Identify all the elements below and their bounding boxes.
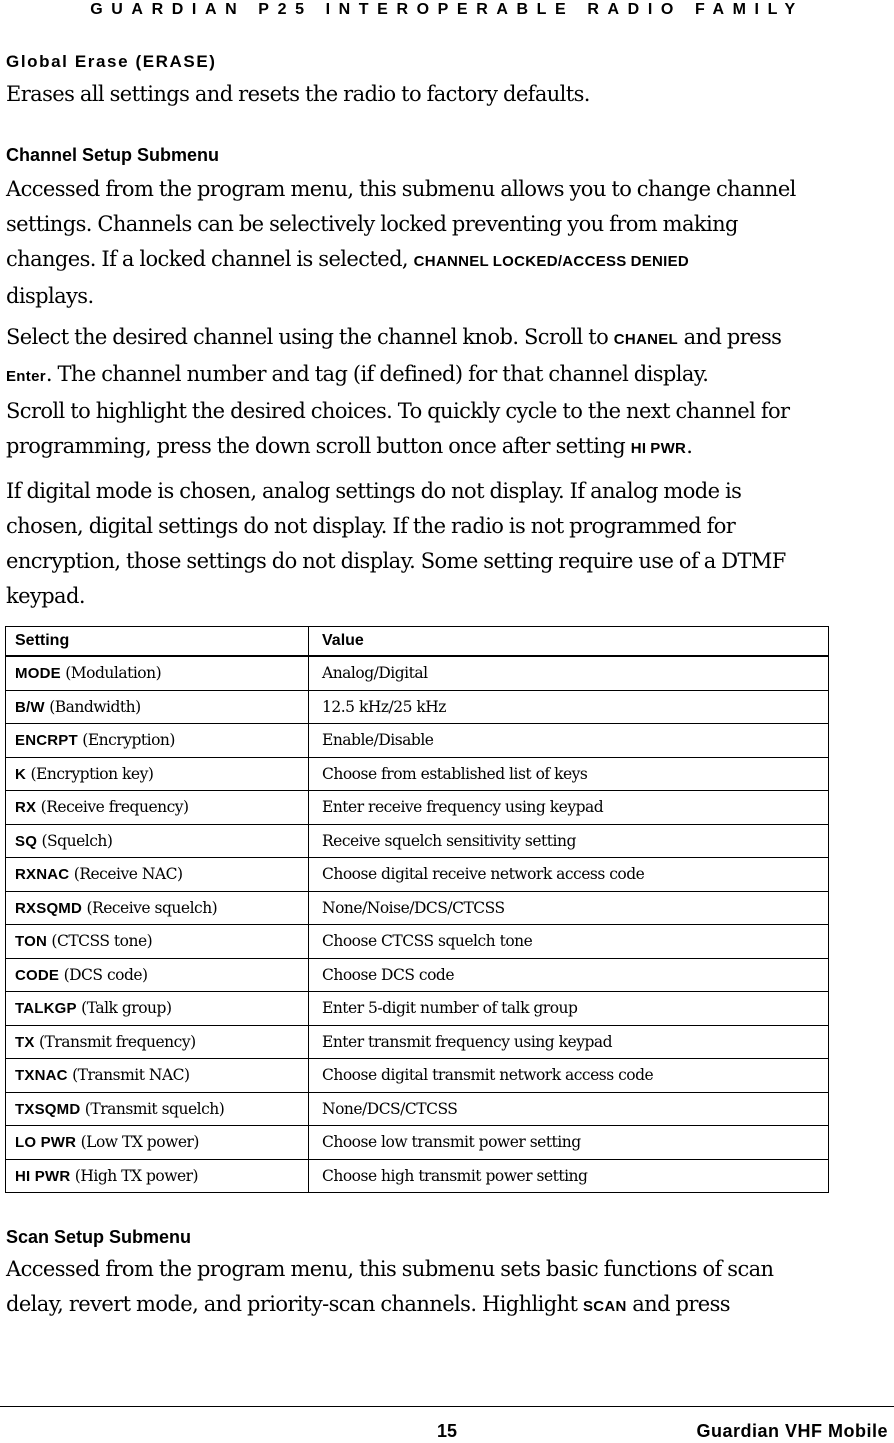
setting-code: K xyxy=(15,765,27,783)
setting-description: (Low TX power) xyxy=(76,1133,199,1152)
paragraph-line: chosen, digital settings do not display. If the radio is not programmed for xyxy=(6,514,736,538)
setting-description: (CTCSS tone) xyxy=(47,932,153,951)
enter-code: Enter xyxy=(6,368,46,385)
paragraph-text: changes. If a locked channel is selected, xyxy=(6,247,414,271)
table-row xyxy=(6,992,829,1026)
setting-description: (Squelch) xyxy=(37,831,113,850)
paragraph-line xyxy=(6,242,890,279)
setting-description: (Receive NAC) xyxy=(69,865,183,884)
setting-column-header: Setting xyxy=(6,627,309,657)
setting-description: (DCS code) xyxy=(59,965,148,984)
document-title: Guardian VHF Mobile xyxy=(696,1421,888,1441)
value-cell: Choose low transmit power setting xyxy=(309,1126,829,1160)
table-row xyxy=(6,724,829,758)
setting-description: (Encryption key) xyxy=(26,764,154,783)
table-row xyxy=(6,1025,829,1059)
value-cell: Choose from established list of keys xyxy=(309,757,829,791)
locked-message-code: CHANNEL LOCKED/ACCESS DENIED xyxy=(413,253,690,270)
setting-cell xyxy=(6,992,309,1026)
table-row xyxy=(6,891,829,925)
setting-description: (Transmit NAC) xyxy=(67,1066,190,1085)
setting-cell xyxy=(6,724,309,758)
setting-code: TXSQMD xyxy=(15,1100,81,1118)
setting-code: TON xyxy=(15,933,47,951)
setting-description: (Bandwidth) xyxy=(44,697,141,716)
setting-code: TX xyxy=(15,1033,35,1051)
value-cell: Enter receive frequency using keypad xyxy=(309,791,829,825)
setting-code: ENCRPT xyxy=(15,732,78,750)
setting-code: TXNAC xyxy=(15,1067,68,1085)
table-row xyxy=(6,1159,829,1193)
value-cell: Enter 5-digit number of talk group xyxy=(309,992,829,1026)
channel-setup-paragraph-3 xyxy=(6,474,890,614)
setting-code: LO PWR xyxy=(15,1134,77,1152)
value-cell: Choose digital transmit network access code xyxy=(309,1059,829,1093)
table-row xyxy=(6,690,829,724)
channel-setup-paragraph-1 xyxy=(6,172,890,314)
setting-cell xyxy=(6,824,309,858)
setting-cell xyxy=(6,656,309,690)
global-erase-heading: Global Erase (ERASE) xyxy=(6,52,217,71)
paragraph-text: and press xyxy=(626,1292,730,1316)
paragraph-line xyxy=(6,357,890,394)
setting-description: (Transmit frequency) xyxy=(34,1032,196,1051)
table-row xyxy=(6,757,829,791)
hi-pwr-code: HI PWR xyxy=(630,440,687,457)
setting-cell xyxy=(6,1126,309,1160)
global-erase-text xyxy=(6,82,890,106)
paragraph-line: displays. xyxy=(6,284,94,308)
value-cell: Choose CTCSS squelch tone xyxy=(309,925,829,959)
value-cell: Choose digital receive network access code xyxy=(309,858,829,892)
scan-code: SCAN xyxy=(582,1298,627,1315)
paragraph-line xyxy=(6,320,890,357)
value-cell: Choose high transmit power setting xyxy=(309,1159,829,1193)
paragraph-line: Accessed from the program menu, this submenu allows you to change channel xyxy=(6,177,796,201)
table-row xyxy=(6,656,829,690)
setting-description: (Transmit squelch) xyxy=(80,1099,225,1118)
channel-settings-table xyxy=(5,626,829,1193)
setting-cell xyxy=(6,757,309,791)
setting-cell xyxy=(6,958,309,992)
paragraph-line xyxy=(6,429,890,466)
setting-cell xyxy=(6,1059,309,1093)
table-body xyxy=(6,656,829,1193)
paragraph-text: . xyxy=(686,434,693,458)
paragraph-text: . The channel number and tag (if defined) for that channel display. xyxy=(45,362,709,386)
paragraph-text: programming, press the down scroll button once after setting xyxy=(6,434,631,458)
value-cell: Receive squelch sensitivity setting xyxy=(309,824,829,858)
setting-description: (Receive frequency) xyxy=(36,798,189,817)
setting-cell xyxy=(6,1092,309,1126)
scan-setup-heading: Scan Setup Submenu xyxy=(6,1227,192,1247)
paragraph-text: Select the desired channel using the channel knob. Scroll to xyxy=(6,325,614,349)
running-header: GUARDIAN P25 INTEROPERABLE RADIO FAMILY xyxy=(90,1,804,18)
setting-code: CODE xyxy=(15,966,60,984)
setting-cell xyxy=(6,1025,309,1059)
value-cell: Enable/Disable xyxy=(309,724,829,758)
value-cell: None/Noise/DCS/CTCSS xyxy=(309,891,829,925)
setting-cell xyxy=(6,891,309,925)
table-row xyxy=(6,925,829,959)
setting-code: TALKGP xyxy=(15,1000,77,1018)
setting-cell xyxy=(6,1159,309,1193)
channel-setup-paragraph-2 xyxy=(6,320,890,466)
setting-code: RXNAC xyxy=(15,866,70,884)
table-row xyxy=(6,1126,829,1160)
scan-setup-paragraph xyxy=(6,1252,890,1324)
setting-cell xyxy=(6,791,309,825)
setting-description: (Talk group) xyxy=(76,999,172,1018)
paragraph-line: Accessed from the program menu, this submenu sets basic functions of scan xyxy=(6,1257,774,1281)
paragraph-line: If digital mode is chosen, analog settings do not display. If analog mode is xyxy=(6,479,742,503)
paragraph-line: Scroll to highlight the desired choices. To quickly cycle to the next channel for xyxy=(6,399,790,423)
paragraph-line: settings. Channels can be selectively locked preventing you from making xyxy=(6,212,738,236)
setting-code: MODE xyxy=(15,665,61,683)
footer-divider xyxy=(0,1406,894,1407)
paragraph-line: keypad. xyxy=(6,584,85,608)
setting-code: RX xyxy=(15,799,37,817)
setting-code: SQ xyxy=(15,832,38,850)
setting-cell xyxy=(6,858,309,892)
chanel-code: CHANEL xyxy=(613,331,679,348)
paragraph-line: encryption, those settings do not display. Some setting require use of a DTMF xyxy=(6,549,786,573)
paragraph-text: delay, revert mode, and priority-scan channels. Highlight xyxy=(6,1292,583,1316)
table-row xyxy=(6,1059,829,1093)
table-row xyxy=(6,1092,829,1126)
setting-description: (Encryption) xyxy=(77,731,175,750)
setting-description: (High TX power) xyxy=(70,1166,199,1185)
setting-code: B/W xyxy=(15,698,45,716)
setting-description: (Modulation) xyxy=(60,664,162,683)
value-cell: 12.5 kHz/25 kHz xyxy=(309,690,829,724)
value-column-header: Value xyxy=(309,627,829,657)
paragraph-line xyxy=(6,1287,890,1324)
value-cell: None/DCS/CTCSS xyxy=(309,1092,829,1126)
value-cell: Analog/Digital xyxy=(309,656,829,690)
paragraph-text: and press xyxy=(678,325,782,349)
table-row xyxy=(6,958,829,992)
table-row xyxy=(6,791,829,825)
setting-code: HI PWR xyxy=(15,1167,71,1185)
table-header-row xyxy=(6,627,829,657)
page-number: 15 xyxy=(437,1421,458,1441)
value-cell: Enter transmit frequency using keypad xyxy=(309,1025,829,1059)
setting-description: (Receive squelch) xyxy=(82,898,218,917)
channel-setup-heading: Channel Setup Submenu xyxy=(6,145,220,165)
global-erase-line: Erases all settings and resets the radio to factory defaults. xyxy=(6,82,590,106)
table-row xyxy=(6,824,829,858)
table-row xyxy=(6,858,829,892)
setting-code: RXSQMD xyxy=(15,899,83,917)
value-cell: Choose DCS code xyxy=(309,958,829,992)
setting-cell xyxy=(6,690,309,724)
setting-cell xyxy=(6,925,309,959)
